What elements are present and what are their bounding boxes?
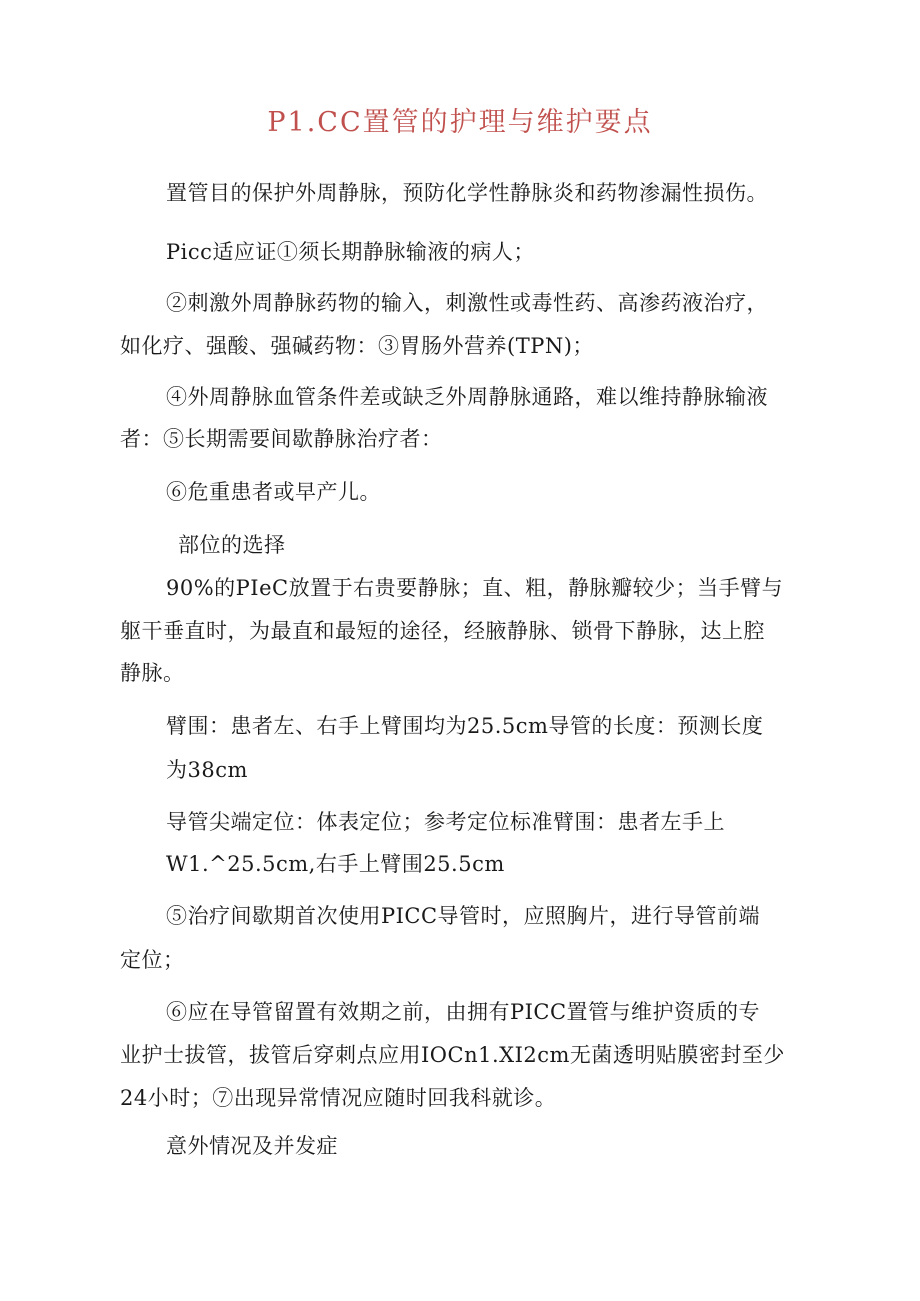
body-line: 定位； xyxy=(120,948,185,972)
body-line: 业护士拔管，拔管后穿刺点应用IOCn1.XI2cm无菌透明贴膜密封至少 xyxy=(120,1043,785,1067)
body-line: 24小时；⑦出现异常情况应随时回我科就诊。 xyxy=(120,1086,557,1110)
body-line: 者：⑤长期需要间歇静脉治疗者： xyxy=(120,427,443,451)
body-line: 导管尖端定位：体表定位；参考定位标准臂围：患者左手上 xyxy=(166,810,725,834)
body-line: ②刺激外周静脉药物的输入，刺激性或毒性药、高渗药液治疗， xyxy=(166,291,768,315)
body-line: W1.^25.5cm,右手上臂围25.5cm xyxy=(166,852,505,876)
body-line: ⑥危重患者或早产儿。 xyxy=(166,480,381,504)
body-line: ⑤治疗间歇期首次使用PICC导管时，应照胸片，进行导管前端 xyxy=(166,904,761,928)
body-line: 臂围：患者左、右手上臂围均为25.5cm导管的长度：预测长度 xyxy=(166,714,764,738)
body-line: 静脉。 xyxy=(120,661,185,685)
body-line: ⑥应在导管留置有效期之前，由拥有PICC置管与维护资质的专 xyxy=(166,1000,761,1024)
body-line: ④外周静脉血管条件差或缺乏外周静脉通路，难以维持静脉输液 xyxy=(166,385,768,409)
body-line: 如化疗、强酸、强碱药物：③胃肠外营养(TPN)； xyxy=(120,334,594,358)
body-line: 置管目的保护外周静脉，预防化学性静脉炎和药物渗漏性损伤。 xyxy=(166,181,768,205)
body-line: Picc适应证①须长期静脉输液的病人； xyxy=(166,240,535,264)
section-heading: 部位的选择 xyxy=(178,533,286,557)
section-heading: 意外情况及并发症 xyxy=(166,1134,338,1158)
body-line: 90%的PIeC放置于右贵要静脉；直、粗，静脉瓣较少；当手臂与 xyxy=(166,576,784,600)
document-title: P1.CC置管的护理与维护要点 xyxy=(267,107,653,138)
body-line: 躯干垂直时，为最直和最短的途径，经腋静脉、锁骨下静脉，达上腔 xyxy=(120,619,765,643)
body-line: 为38cm xyxy=(166,758,248,782)
